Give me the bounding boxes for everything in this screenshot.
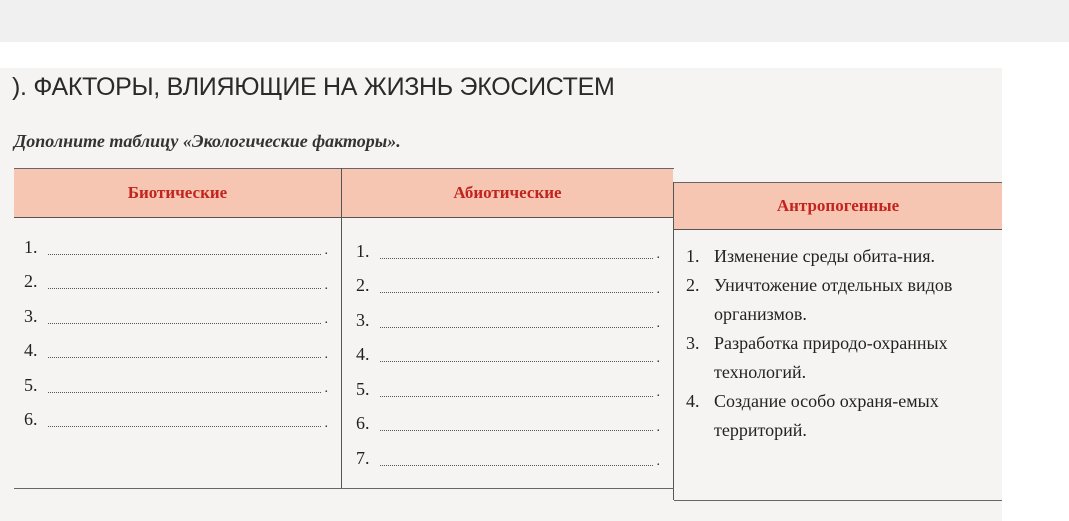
column-divider bbox=[341, 168, 342, 488]
answer-blank-line[interactable] bbox=[380, 430, 653, 431]
row-number: 1. bbox=[356, 240, 370, 261]
answer-row bbox=[356, 338, 660, 373]
line-end-dot: . bbox=[656, 454, 660, 470]
anthropogenic-item bbox=[686, 387, 1002, 445]
abiotic-column bbox=[356, 234, 660, 476]
item-text: Уничтожение отдельных видов организмов. bbox=[714, 275, 953, 324]
item-number: 2. bbox=[686, 275, 700, 295]
line-end-dot: . bbox=[324, 243, 328, 259]
row-number: 1. bbox=[24, 236, 38, 257]
answer-blank-line[interactable] bbox=[380, 327, 653, 328]
anthropogenic-list bbox=[686, 242, 1002, 445]
answer-row bbox=[24, 230, 328, 265]
item-text: Создание особо охраня-емых территорий. bbox=[714, 391, 939, 440]
column-divider bbox=[673, 182, 674, 500]
task-instruction: Дополните таблицу «Экологические факторы». bbox=[14, 131, 401, 151]
answer-row bbox=[24, 265, 328, 300]
answer-blank-line[interactable] bbox=[48, 357, 321, 358]
biotic-column bbox=[24, 230, 328, 437]
answer-row bbox=[24, 299, 328, 334]
answer-row bbox=[356, 372, 660, 407]
table-bottom-border bbox=[14, 488, 674, 489]
row-number: 2. bbox=[24, 271, 38, 292]
answer-row bbox=[356, 303, 660, 338]
answer-blank-line[interactable] bbox=[48, 323, 321, 324]
answer-row bbox=[356, 269, 660, 304]
answer-blank-line[interactable] bbox=[380, 292, 653, 293]
answer-blank-line[interactable] bbox=[380, 396, 653, 397]
answer-blank-line[interactable] bbox=[380, 258, 653, 259]
row-number: 5. bbox=[356, 378, 370, 399]
answer-blank-line[interactable] bbox=[380, 465, 653, 466]
answer-row bbox=[356, 234, 660, 269]
header-anthropogenic: Антропогенные bbox=[674, 182, 1002, 230]
row-number: 6. bbox=[24, 409, 38, 430]
row-number: 7. bbox=[356, 447, 370, 468]
anthropogenic-item bbox=[686, 242, 1002, 271]
line-end-dot: . bbox=[656, 419, 660, 435]
row-number: 6. bbox=[356, 413, 370, 434]
header-biotic: Биотические bbox=[14, 168, 341, 218]
answer-row bbox=[24, 368, 328, 403]
line-end-dot: . bbox=[656, 281, 660, 297]
table-top-border-right bbox=[674, 182, 1002, 183]
item-text: Изменение среды обита-ния. bbox=[714, 246, 936, 266]
row-number: 4. bbox=[24, 340, 38, 361]
line-end-dot: . bbox=[656, 350, 660, 366]
row-number: 3. bbox=[356, 309, 370, 330]
answer-row bbox=[356, 441, 660, 476]
answer-row bbox=[356, 407, 660, 442]
line-end-dot: . bbox=[656, 385, 660, 401]
line-end-dot: . bbox=[656, 247, 660, 263]
row-number: 3. bbox=[24, 305, 38, 326]
answer-blank-line[interactable] bbox=[48, 426, 321, 427]
line-end-dot: . bbox=[324, 312, 328, 328]
row-number: 5. bbox=[24, 374, 38, 395]
item-number: 4. bbox=[686, 391, 700, 411]
anthropogenic-item bbox=[686, 329, 1002, 387]
answer-blank-line[interactable] bbox=[48, 392, 321, 393]
top-bar bbox=[0, 0, 1069, 42]
answer-blank-line[interactable] bbox=[380, 361, 653, 362]
section-heading: ). ФАКТОРЫ, ВЛИЯЮЩИЕ НА ЖИЗНЬ ЭКОСИСТЕМ bbox=[12, 73, 615, 101]
line-end-dot: . bbox=[656, 316, 660, 332]
answer-blank-line[interactable] bbox=[48, 288, 321, 289]
answer-row bbox=[24, 334, 328, 369]
anthropogenic-item bbox=[686, 271, 1002, 329]
item-text: Разработка природо-охранных технологий. bbox=[714, 333, 948, 382]
item-number: 3. bbox=[686, 333, 700, 353]
header-abiotic: Абиотические bbox=[342, 168, 673, 218]
line-end-dot: . bbox=[324, 415, 328, 431]
item-number: 1. bbox=[686, 246, 700, 266]
table-top-border bbox=[14, 168, 674, 169]
line-end-dot: . bbox=[324, 346, 328, 362]
line-end-dot: . bbox=[324, 381, 328, 397]
answer-blank-line[interactable] bbox=[48, 254, 321, 255]
row-number: 4. bbox=[356, 344, 370, 365]
answer-row bbox=[24, 403, 328, 438]
row-number: 2. bbox=[356, 275, 370, 296]
line-end-dot: . bbox=[324, 277, 328, 293]
ecological-factors-table bbox=[14, 168, 1002, 488]
table-bottom-border-right bbox=[674, 500, 1002, 501]
